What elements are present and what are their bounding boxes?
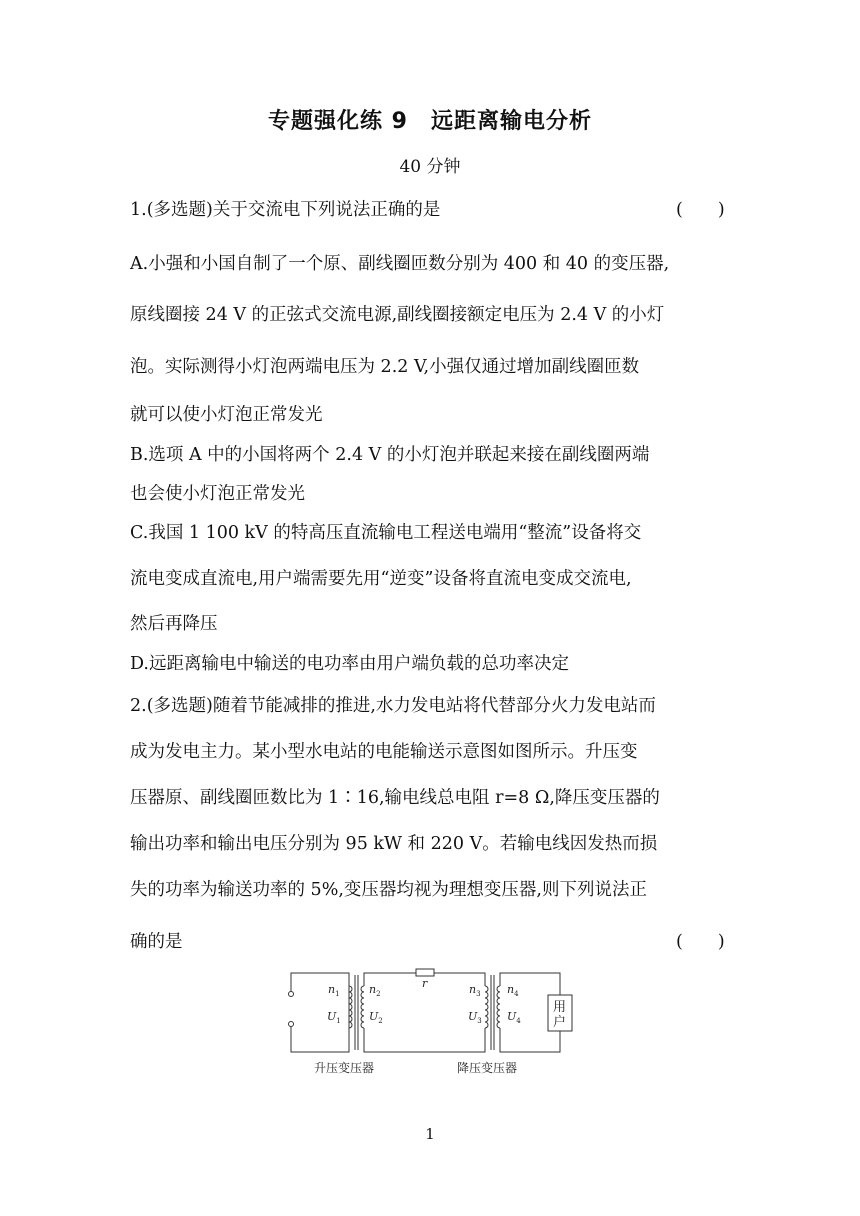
q2-answer-bracket: ( ) xyxy=(676,932,725,952)
transmission-line-bottom xyxy=(364,1028,485,1052)
step-up-label: 升压变压器 xyxy=(314,1061,375,1075)
q2-line-4: 输出功率和输出电压分别为 95 kW 和 220 V。若输电线因发热而损 xyxy=(130,834,658,854)
u1-label: $U_1$ xyxy=(327,1010,341,1025)
line-resistor xyxy=(416,969,434,976)
q1-option-c-line-3: 然后再降压 xyxy=(130,614,218,634)
user-label-2: 户 xyxy=(553,1015,567,1030)
q2-line-2: 成为发电主力。某小型水电站的电能输送示意图如图所示。升压变 xyxy=(130,742,638,762)
primary-circuit-wire xyxy=(291,973,349,1052)
u4-label: $U_4$ xyxy=(507,1010,521,1025)
u2-label: $U_2$ xyxy=(369,1010,383,1025)
page-number: 1 xyxy=(425,1125,435,1143)
user-label-1: 用 xyxy=(553,1000,567,1015)
step-down-primary-coil xyxy=(485,986,488,1028)
q1-stem: 1.(多选题)关于交流电下列说法正确的是 xyxy=(130,200,441,220)
q1-option-a-line-2: 原线圈接 24 V 的正弦式交流电源,副线圈接额定电压为 2.4 V 的小灯 xyxy=(130,305,665,325)
n1-label: $n_1$ xyxy=(328,983,340,998)
q1-option-b-line-1: B.选项 A 中的小国将两个 2.4 V 的小灯泡并联起来接在副线圈两端 xyxy=(130,445,650,465)
source-terminal-top xyxy=(289,992,294,997)
transmission-line-top-right xyxy=(434,973,485,986)
step-down-label: 降压变压器 xyxy=(457,1061,518,1075)
q1-answer-bracket: ( ) xyxy=(676,200,725,220)
resistor-label: r xyxy=(422,977,428,990)
q1-option-b-line-2: 也会使小灯泡正常发光 xyxy=(130,484,305,504)
n3-label: $n_3$ xyxy=(469,983,481,998)
q1-option-a-line-3: 泡。实际测得小灯泡两端电压为 2.2 V,小强仅通过增加副线圈匝数 xyxy=(130,357,640,377)
power-transmission-diagram xyxy=(285,965,605,1080)
q2-line-3: 压器原、副线圈匝数比为 1∶16,输电线总电阻 r=8 Ω,降压变压器的 xyxy=(130,788,660,808)
source-terminal-bottom xyxy=(289,1022,294,1027)
duration-label: 40 分钟 xyxy=(399,157,461,177)
q2-line-6: 确的是 xyxy=(130,932,183,952)
page-title: 专题强化练 9 远距离输电分析 xyxy=(268,109,592,134)
u3-label: $U_3$ xyxy=(468,1010,482,1025)
q1-option-c-line-1: C.我国 1 100 kV 的特高压直流输电工程送电端用“整流”设备将交 xyxy=(130,523,642,543)
user-circuit-bottom xyxy=(500,1028,560,1052)
q1-option-a-line-4: 就可以使小灯泡正常发光 xyxy=(130,405,323,425)
n4-label: $n_4$ xyxy=(507,983,519,998)
q2-line-1: 2.(多选题)随着节能减排的推进,水力发电站将代替部分火力发电站而 xyxy=(130,696,656,716)
q1-option-d: D.远距离输电中输送的电功率由用户端负载的总功率决定 xyxy=(130,654,569,674)
step-up-secondary-coil xyxy=(361,986,364,1028)
step-down-secondary-coil xyxy=(497,986,500,1028)
q1-option-a-line-1: A.小强和小国自制了一个原、副线圈匝数分别为 400 和 40 的变压器, xyxy=(130,254,670,274)
q1-option-c-line-2: 流电变成直流电,用户端需要先用“逆变”设备将直流电变成交流电, xyxy=(130,569,632,589)
n2-label: $n_2$ xyxy=(369,983,381,998)
q2-line-5: 失的功率为输送功率的 5%,变压器均视为理想变压器,则下列说法正 xyxy=(130,880,647,900)
